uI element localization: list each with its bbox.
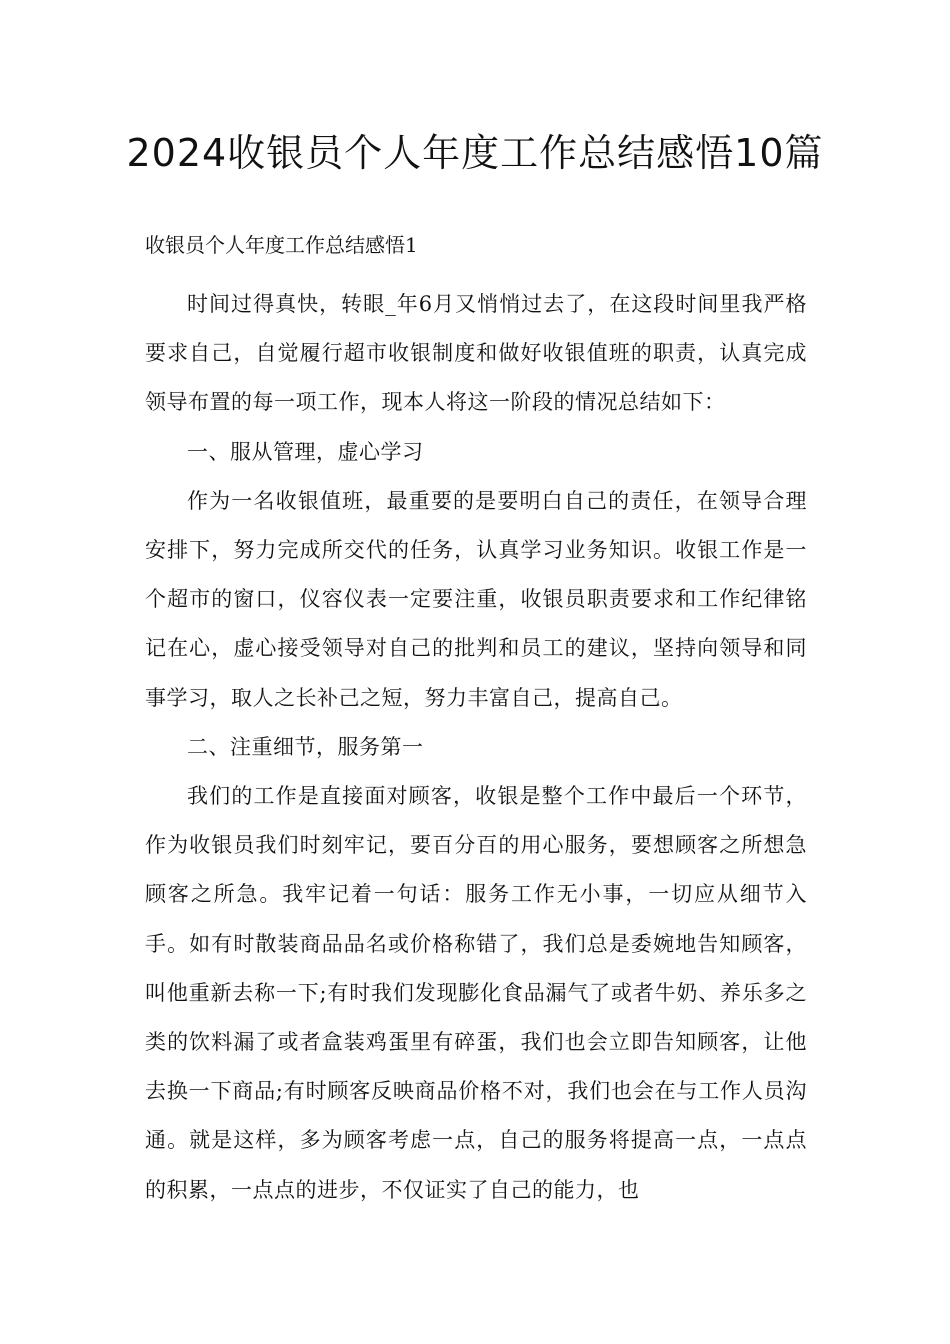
section-body-1: 作为一名收银值班，最重要的是要明白自己的责任，在领导合理安排下，努力完成所交代的任务，认真学习业务知识。收银工作是一个超市的窗口，仪容仪表一定要注重，收银员职责要求和工作纪律铭记在心，虚心接受领导对自己的批判和员工的建议，坚持向领导和同事学习，取人之长补己之短，努力丰富自己，提高自己。 [145,488,807,710]
section-heading-2: 二、注重细节，服务第一 [187,734,424,759]
section-subtitle: 收银员个人年度工作总结感悟1 [145,233,418,257]
intro-paragraph: 时间过得真快，转眼_年6月又悄悄过去了，在这段时间里我严格要求自己，自觉履行超市收银制度和做好收银值班的职责，认真完成领导布置的每一项工作，现本人将这一阶段的情况总结如下： [145,292,807,415]
section-heading-1: 一、服从管理，虚心学习 [187,439,424,464]
document-body [145,231,807,1215]
section-body-2: 我们的工作是直接面对顾客，收银是整个工作中最后一个环节，作为收银员我们时刻牢记，要百分百的用心服务，要想顾客之所想急顾客之所急。我牢记着一句话：服务工作无小事，一切应从细节入手。如有时散装商品品名或价格称错了，我们总是委婉地告知顾客，叫他重新去称一下;有时我们发现膨化食品漏气了或者牛奶、养乐多之类的饮料漏了或者盒装鸡蛋里有碎蛋，我们也会立即告知顾客，让他去换一下商品;有时顾客反映商品价格不对，我们也会在与工作人员沟通。就是这样，多为顾客考虑一点，自己的服务将提高一点，一点点的积累，一点点的进步，不仅证实了自己的能力，也 [145,784,807,1202]
document-title: 2024收银员个人年度工作总结感悟10篇 [126,131,824,175]
